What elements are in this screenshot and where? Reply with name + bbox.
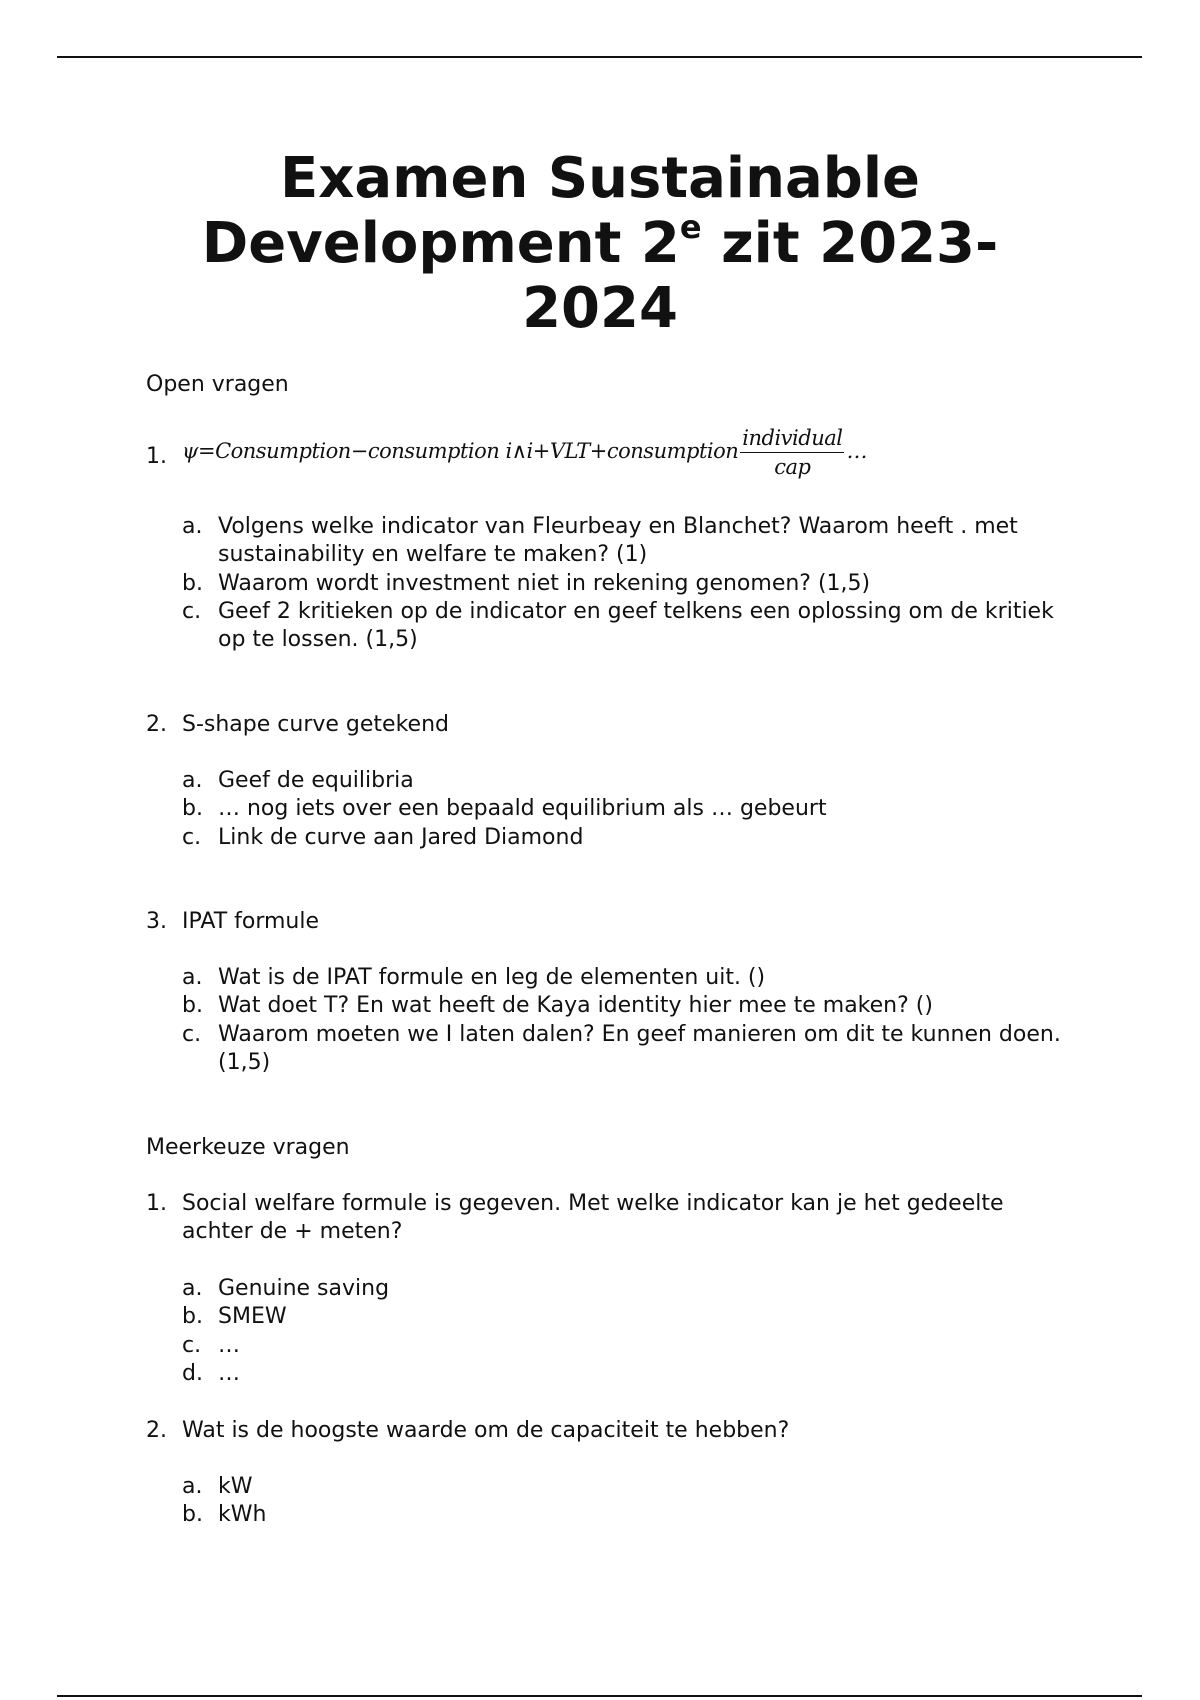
question-number: 2. <box>146 712 167 737</box>
item-letter: a. <box>182 1474 203 1499</box>
formula-tail: … <box>846 439 867 463</box>
item-letter: b. <box>182 570 203 596</box>
question-text: Wat is de hoogste waarde om de capaciteit te hebben? <box>182 1418 790 1443</box>
list-item <box>182 767 1072 795</box>
open-question-3-subquestions <box>182 964 1072 1077</box>
item-letter: a. <box>182 1276 203 1301</box>
question-number: 1. <box>146 1191 167 1216</box>
list-item <box>182 824 1072 852</box>
list-item <box>182 992 1072 1020</box>
footer-rule <box>57 1695 1142 1697</box>
formula-lhs: ψ=Consumption−consumption i∧i+VLT+consumption <box>182 439 739 463</box>
list-item <box>182 964 1072 992</box>
section-open-questions: Open vragen <box>146 372 289 397</box>
section-multiple-choice: Meerkeuze vragen <box>146 1135 350 1160</box>
formula-fraction <box>740 426 844 479</box>
item-letter: a. <box>182 514 203 539</box>
item-letter: c. <box>182 598 202 624</box>
item-letter: b. <box>182 993 203 1019</box>
question-number: 2. <box>146 1418 167 1443</box>
mc-question-1-options <box>182 1275 1072 1388</box>
item-letter: c. <box>182 1021 202 1047</box>
item-letter: a. <box>182 768 203 793</box>
item-letter: b. <box>182 1502 203 1528</box>
item-text: SMEW <box>218 1304 287 1330</box>
item-text: Volgens welke indicator van Fleurbeay en Blanchet? Waarom heeft . met sustainability en welfare te maken? (1) <box>218 514 1018 568</box>
page-title <box>130 146 1070 341</box>
item-letter: a. <box>182 965 203 990</box>
fraction-denominator: cap <box>774 455 811 479</box>
open-question-1-subquestions <box>182 513 1072 654</box>
list-item <box>182 795 1072 823</box>
question-text: S-shape curve getekend <box>182 712 449 737</box>
item-text: Waarom moeten we I laten dalen? En geef manieren om dit te kunnen doen. (1,5) <box>218 1021 1061 1075</box>
item-letter: b. <box>182 796 203 822</box>
list-item <box>182 1275 1072 1303</box>
item-text: … nog iets over een bepaald equilibrium als … gebeurt <box>218 796 827 822</box>
item-text: … <box>218 1360 240 1386</box>
question-text: IPAT formule <box>182 909 320 934</box>
list-item <box>182 1021 1072 1078</box>
fraction-numerator: individual <box>740 426 844 453</box>
question-text: Social welfare formule is gegeven. Met welke indicator kan je het gedeelte achter de + meten? <box>182 1191 1004 1244</box>
item-letter: d. <box>182 1360 203 1386</box>
item-text: Geef 2 kritieken op de indicator en geef telkens een oplossing om de kritiek op te lossen. (1,5) <box>218 598 1054 653</box>
item-text: Wat is de IPAT formule en leg de elementen uit. () <box>218 965 766 990</box>
question-number: 3. <box>146 909 167 934</box>
list-item <box>182 1473 1072 1501</box>
item-letter: b. <box>182 1304 203 1330</box>
list-item <box>182 1360 1072 1388</box>
list-item <box>182 598 1072 655</box>
item-letter: c. <box>182 1332 202 1358</box>
question-number: 1. <box>146 444 167 469</box>
title-superscript: e <box>679 208 702 246</box>
list-item <box>182 1501 1072 1529</box>
list-item <box>182 1332 1072 1360</box>
formula-psi <box>182 426 867 479</box>
header-rule <box>57 56 1142 58</box>
item-text: … <box>218 1332 240 1358</box>
item-text: Waarom wordt investment niet in rekening genomen? (1,5) <box>218 570 871 596</box>
list-item <box>182 570 1072 598</box>
item-letter: c. <box>182 824 202 850</box>
item-text: Wat doet T? En wat heeft de Kaya identity hier mee te maken? () <box>218 993 933 1019</box>
item-text: kW <box>218 1474 253 1499</box>
title-main: Examen Sustainable Development 2 <box>201 146 921 276</box>
list-item <box>182 513 1072 570</box>
open-question-2-subquestions <box>182 767 1072 852</box>
list-item <box>182 1303 1072 1331</box>
item-text: kWh <box>218 1502 267 1528</box>
title-rest: zit 2023-2024 <box>522 211 999 341</box>
item-text: Geef de equilibria <box>218 768 414 793</box>
mc-question-2-options <box>182 1473 1072 1530</box>
item-text: Genuine saving <box>218 1276 390 1301</box>
item-text: Link de curve aan Jared Diamond <box>218 824 584 850</box>
